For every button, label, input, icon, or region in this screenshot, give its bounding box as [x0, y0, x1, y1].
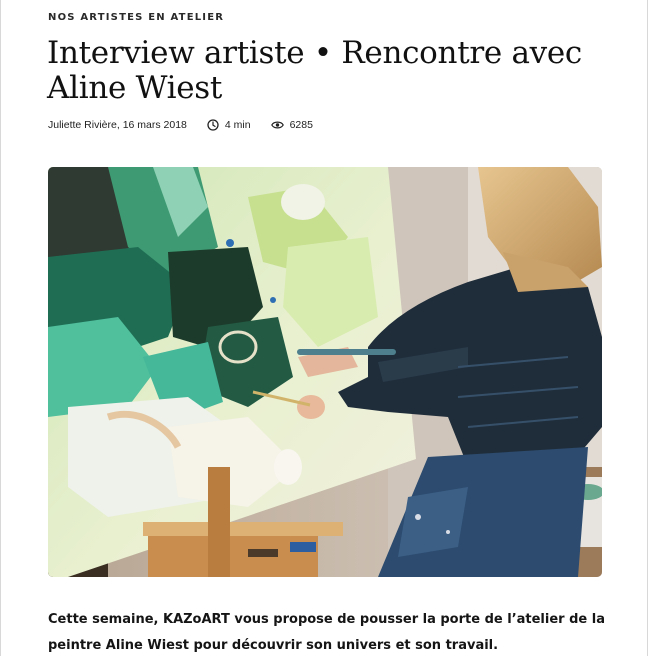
- article-category[interactable]: NOS ARTISTES EN ATELIER: [48, 12, 225, 23]
- reading-time-label: 4 min: [224, 119, 251, 131]
- article-meta: [48, 119, 313, 131]
- article-title: Interview artiste • Rencontre avec Aline Wiest: [47, 35, 582, 106]
- view-count: [271, 119, 313, 131]
- reading-time: [207, 119, 251, 131]
- page-border-left: [0, 0, 1, 656]
- view-count-label: 6285: [289, 119, 313, 131]
- artist-studio-photo: [48, 167, 602, 577]
- eye-icon: [271, 120, 284, 130]
- author-date[interactable]: Juliette Rivière, 16 mars 2018: [48, 119, 187, 131]
- article-intro: Cette semaine, KAZoART vous propose de pousser la porte de l’atelier de la peintre Aline Wiest pour découvrir son univers et son travail.: [48, 612, 605, 653]
- clock-icon: [207, 119, 219, 131]
